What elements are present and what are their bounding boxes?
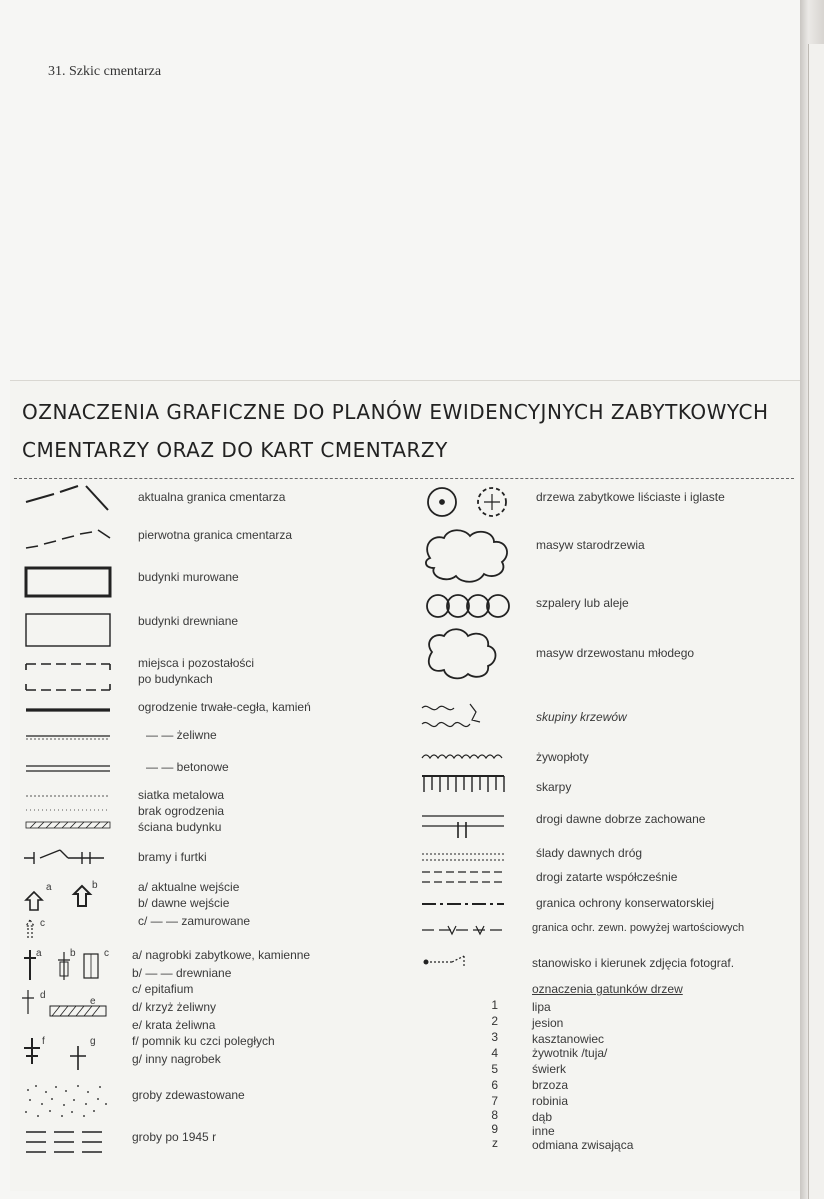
label-outer-protection-border: granica ochr. zewn. powyżej wartościowych [532, 922, 745, 934]
label-cast-iron-fence: — — żeliwne [146, 728, 217, 742]
species-number: 4 [491, 1046, 498, 1060]
former-building-symbol [26, 664, 110, 690]
letter-a: a [46, 882, 52, 893]
species-number: 7 [491, 1094, 498, 1108]
label-shrub-groups: skupiny krzewów [536, 710, 627, 724]
letter-a2: a [36, 948, 42, 959]
label-photo-position: stanowisko i kierunek zdjęcia fotograf. [532, 956, 735, 970]
label-tomb-stone: a/ nagrobki zabytkowe, kamienne [132, 948, 311, 962]
letter-b: b [92, 880, 98, 891]
label-heritage-trees: drzewa zabytkowe liściaste i iglaste [536, 490, 725, 504]
wooden-building-symbol [26, 614, 110, 646]
species-number: 6 [491, 1078, 498, 1092]
post-1945-graves-symbol [26, 1132, 102, 1152]
letter-b2: b [70, 948, 76, 959]
label-epitaph: c/ epitafium [132, 982, 194, 996]
species-name: dąb [532, 1110, 553, 1124]
species-name: brzoza [532, 1078, 569, 1092]
species-name: świerk [532, 1062, 567, 1076]
label-devastated-graves: groby zdewastowane [132, 1088, 245, 1102]
legend-title-line1: OZNACZENIA GRAFICZNE DO PLANÓW EWIDENCYJNYCH ZABYTKOWYCH [22, 400, 769, 424]
species-name: kasztanowiec [532, 1032, 605, 1046]
entrance-walled-arrow-icon [26, 920, 34, 940]
entrance-former-arrow-icon [74, 886, 90, 906]
species-number: 2 [491, 1014, 498, 1028]
old-tree-mass-icon [426, 530, 507, 582]
label-wooden-buildings: budynki drewniane [138, 614, 239, 628]
label-memorial: f/ pomnik ku czci poległych [132, 1034, 275, 1048]
page-edge-fold [808, 44, 824, 1199]
title-divider [14, 478, 794, 479]
other-tomb-icon [70, 1046, 86, 1070]
tree-alley-icon [427, 595, 449, 617]
label-entrance-walled: c/ — — zamurowane [138, 914, 251, 928]
label-concrete-fence: — — betonowe [146, 760, 229, 774]
label-other-tomb: g/ inny nagrobek [132, 1052, 221, 1066]
label-current-boundary: aktualna granica cmentarza [138, 490, 286, 504]
label-building-wall: ściana budynku [138, 820, 222, 834]
entrance-current-arrow-icon [26, 892, 42, 910]
label-cast-iron-cross: d/ krzyż żeliwny [132, 1000, 217, 1014]
species-name: żywotnik /tuja/ [532, 1046, 608, 1060]
devastated-graves-symbol [25, 1085, 107, 1117]
species-number: z [492, 1136, 498, 1150]
species-name: robinia [532, 1094, 569, 1108]
species-name: inne [532, 1124, 555, 1138]
label-original-boundary: pierwotna granica cmentarza [138, 528, 293, 542]
letter-e: e [90, 996, 96, 1007]
label-protection-border: granica ochrony konserwatorskiej [536, 896, 715, 910]
species-number: 8 [491, 1108, 498, 1122]
gates-symbol [24, 850, 104, 864]
left-symbols [20, 480, 135, 1170]
label-species-header: oznaczenia gatunków drzew [532, 982, 683, 996]
shrub-group-icon [422, 704, 480, 727]
hedge-icon [422, 755, 502, 758]
letter-g: g [90, 1036, 96, 1047]
letter-f: f [42, 1036, 45, 1047]
label-tomb-wooden: b/ — — drewniane [132, 966, 232, 980]
letter-c: c [40, 918, 45, 929]
figure-caption: 31. Szkic cmentarza [48, 64, 162, 79]
letter-c2: c [104, 948, 109, 959]
label-masonry-buildings: budynki murowane [138, 570, 239, 584]
species-name: odmiana zwisająca [532, 1138, 634, 1152]
cast-iron-cross-icon [22, 990, 34, 1014]
species-name: jesion [532, 1016, 564, 1030]
memorial-icon [24, 1038, 40, 1064]
young-tree-mass-icon [429, 629, 496, 678]
current-boundary-symbol [26, 486, 108, 510]
label-gates: bramy i furtki [138, 850, 207, 864]
masonry-building-symbol [26, 568, 110, 596]
label-solid-fence: ogrodzenie trwałe-cegła, kamień [138, 700, 311, 714]
letter-d: d [40, 990, 46, 1001]
label-old-roads: drogi dawne dobrze zachowane [536, 812, 706, 826]
label-old-tree-mass: masyw starodrzewia [536, 538, 645, 552]
photo-position-icon [426, 956, 464, 968]
label-post-1945-graves: groby po 1945 r [132, 1130, 217, 1144]
right-symbols [418, 476, 533, 976]
label-former-buildings-1: miejsca i pozostałości [138, 656, 255, 670]
tomb-stone-cross-icon [24, 950, 36, 980]
label-road-traces: ślady dawnych dróg [536, 846, 643, 860]
label-entrance-current: a/ aktualne wejście [138, 880, 240, 894]
species-number: 5 [491, 1062, 498, 1076]
species-name: lipa [532, 1000, 551, 1014]
label-former-buildings-2: po budynkach [138, 672, 213, 686]
label-erased-roads: drogi zatarte współcześnie [536, 870, 678, 884]
label-young-tree-mass: masyw drzewostanu młodego [536, 646, 695, 660]
label-cast-iron-railing: e/ krata żeliwna [132, 1018, 216, 1032]
label-entrance-former: b/ dawne wejście [138, 896, 230, 910]
species-number: 3 [491, 1030, 498, 1044]
species-number: 1 [491, 998, 498, 1012]
label-slopes: skarpy [536, 780, 572, 794]
label-hedges: żywopłoty [536, 750, 589, 764]
label-mesh-fence: siatka metalowa [138, 788, 225, 802]
original-boundary-symbol [26, 530, 110, 548]
label-no-fence: brak ogrodzenia [138, 804, 225, 818]
species-number: 9 [491, 1122, 498, 1136]
legend-title-line2: CMENTARZY ORAZ DO KART CMENTARZY [22, 438, 448, 462]
label-tree-alleys: szpalery lub aleje [536, 596, 629, 610]
